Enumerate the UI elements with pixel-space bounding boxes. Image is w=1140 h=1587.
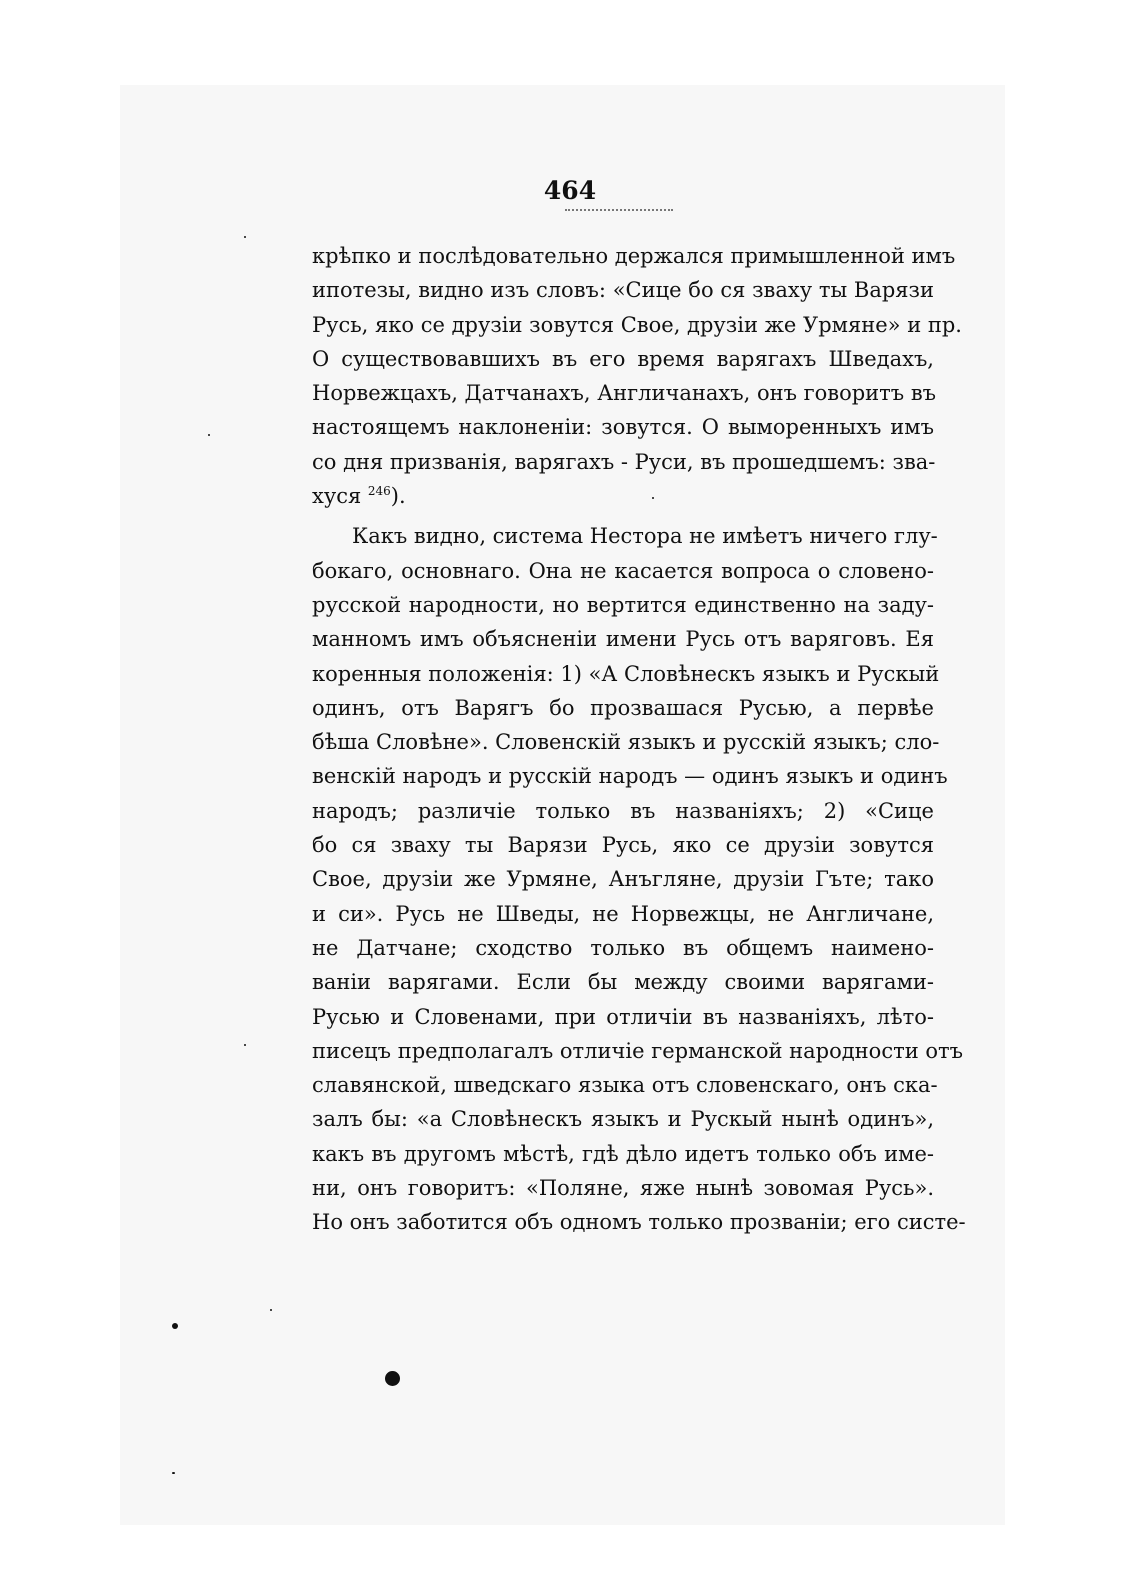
text-line: коренныя положенія: 1) «А Словѣнескъ языкъ и Рускый: [312, 661, 940, 686]
text-line: бѣша Словѣне». Словенскій языкъ и русскій языкъ; сло-: [312, 730, 940, 755]
text-line: Русью и Словенами, при отличіи въ названіяхъ, лѣто-: [312, 1004, 934, 1029]
text-line: ни, онъ говоритъ: «Поляне, яже нынѣ зовомая Русь».: [312, 1176, 934, 1201]
text-line: Какъ видно, система Нестора не имѣетъ ничего глу-: [352, 524, 938, 549]
text-line: настоящемъ наклоненіи: зовутся. О выморенныхъ имъ: [312, 415, 934, 440]
text-line: писецъ предполагалъ отличіе германской народности отъ: [312, 1038, 963, 1063]
text-line: бо ся зваху ты Варязи Русь, яко се друзіи зовутся: [312, 833, 934, 858]
text-line: залъ бы: «а Словѣнескъ языкъ и Рускый нынѣ одинъ»,: [312, 1107, 934, 1132]
text-line: крѣпко и послѣдовательно держался примышленной имъ: [312, 244, 956, 268]
scan-speck: [244, 236, 246, 238]
text-line: ваніи варягами. Если бы между своими варягами-: [312, 970, 934, 995]
text-line: бокаго, основнаго. Она не касается вопроса о словено-: [312, 558, 934, 583]
text-line: не Датчане; сходство только въ общемъ наимено-: [312, 935, 934, 960]
text-line: и си». Русь не Шведы, не Норвежцы, не Англичане,: [312, 901, 934, 926]
text-line: манномъ имъ объясненіи имени Русь отъ варяговъ. Ея: [312, 627, 934, 652]
scan-speck: [172, 1323, 178, 1329]
text-line: ипотезы, видно изъ словъ: «Сице бо ся зваху ты Варязи: [312, 278, 934, 303]
page-number: 464: [543, 176, 597, 205]
paragraph-1: [312, 239, 962, 513]
text-line-last: [312, 479, 934, 513]
scan-speck: [172, 1472, 175, 1474]
text-line: народъ; различіе только въ названіяхъ; 2) «Сице: [312, 798, 934, 823]
text-line: русской народности, но вертится единственно на заду-: [312, 592, 934, 617]
text-line: славянской, шведскаго языка отъ словенскаго, онъ ска-: [312, 1073, 938, 1098]
scan-speck: [244, 1044, 246, 1046]
text-line: О существовавшихъ въ его время варягахъ Шведахъ,: [312, 346, 934, 371]
scan-speck: [208, 434, 210, 436]
text-line: Норвежцахъ, Датчанахъ, Англичанахъ, онъ говоритъ въ: [312, 381, 937, 406]
footnote-marker: 246: [367, 484, 391, 499]
paragraph-2: [312, 519, 966, 1239]
text-fragment: хуся: [312, 484, 368, 509]
text-line: со дня призванія, варягахъ - Руси, въ прошедшемъ: зва-: [312, 449, 936, 474]
text-line: одинъ, отъ Варягъ бо прозвашася Русью, а первѣе: [312, 695, 934, 720]
text-line: Русь, яко се друзіи зовутся Свое, друзіи же Урмяне» и пр.: [312, 312, 962, 337]
scan-speck: [385, 1371, 400, 1386]
text-line: Но онъ заботится объ одномъ только прозваніи; его систе-: [312, 1210, 966, 1235]
body-text: [312, 239, 966, 1240]
text-line: какъ въ другомъ мѣстѣ, гдѣ дѣло идетъ только объ име-: [312, 1141, 934, 1166]
text-fragment: ).: [390, 484, 406, 509]
scan-speck: [270, 1309, 272, 1311]
page-number-rule: [565, 209, 673, 211]
scan-speck: [652, 497, 654, 499]
text-line: Свое, друзіи же Урмяне, Анъгляне, друзіи Гъте; тако: [312, 867, 934, 892]
text-line: венскій народъ и русскій народъ — одинъ языкъ и одинъ: [312, 764, 948, 789]
